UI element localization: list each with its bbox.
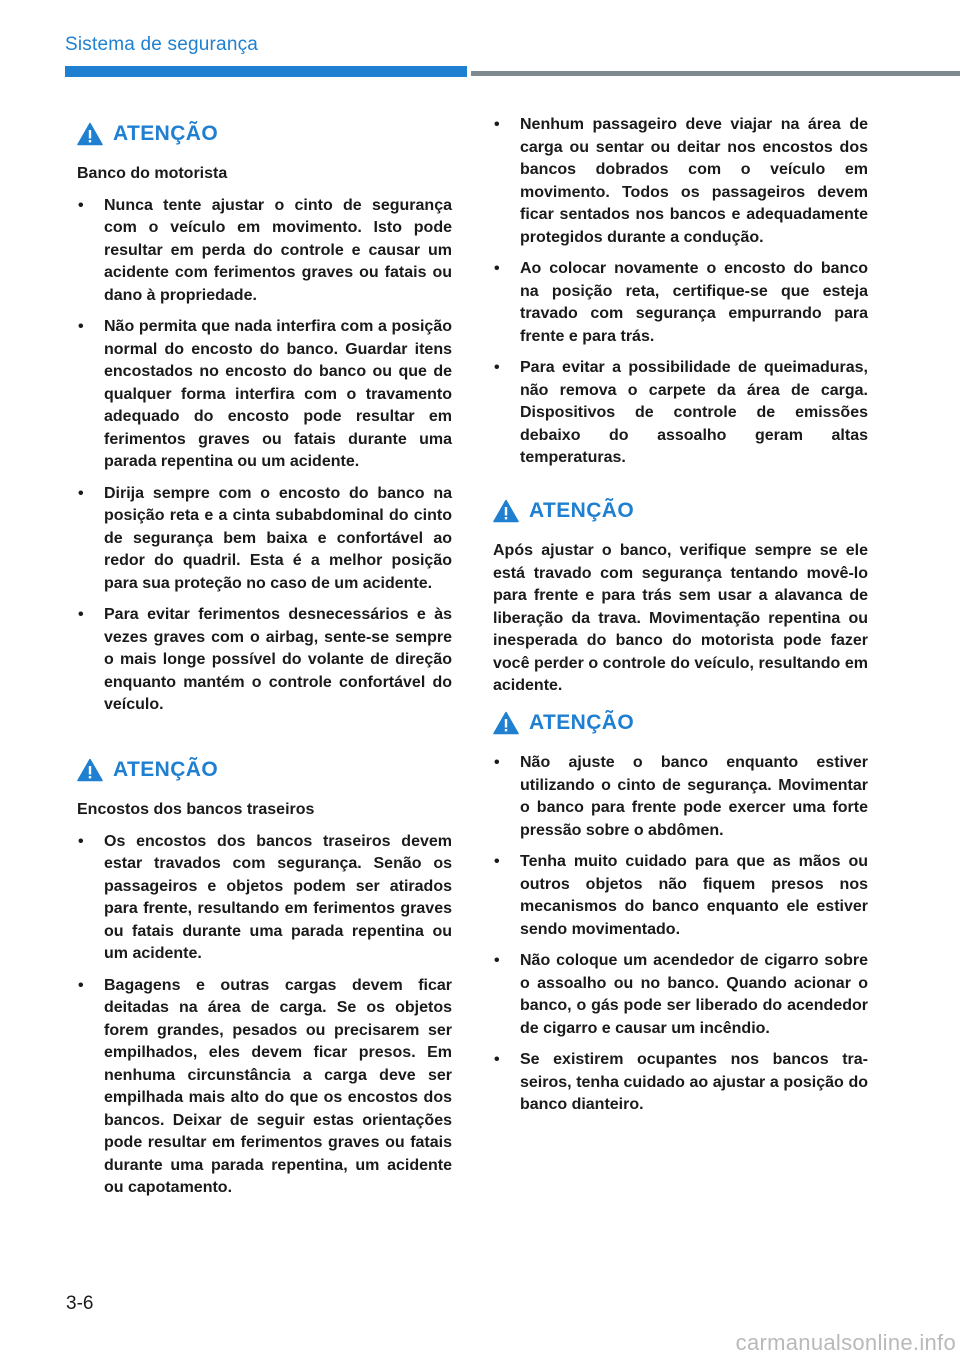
list-item: • Ao colocar novamente o encosto do banco na posição reta, certifique-se que esteja travado com segurança empurrando para frente e para trás.	[493, 258, 868, 348]
warning-header	[77, 117, 452, 151]
continued-list	[493, 105, 868, 470]
warning-body: Após ajustar o banco, verifique sempre se ele está travado com segurança tentando movê-lo para frente e para trás sem usar a alavanca de liberação da trava. Movimentação repentina ou inesperada do banco do motorista pode fazer você perder o controle do veículo, resultando em acidente.	[493, 542, 868, 694]
warning-triangle-icon	[493, 711, 519, 735]
warning-title: ATENÇÃO	[529, 499, 635, 522]
list-item: • Nunca tente ajustar o cinto de segurança com o veículo em movimento. Isto pode resultar em perda do controle e causar um acidente com ferimentos graves ou fatais ou dano à propriedade.	[77, 195, 452, 308]
warning-list	[493, 752, 868, 1117]
warning-header	[493, 706, 868, 740]
header-section-title: Sistema de segurança	[65, 34, 259, 55]
warning-header	[493, 494, 868, 528]
warning-title: ATENÇÃO	[113, 122, 219, 145]
warning-block-seat-adjust	[493, 706, 868, 1117]
warning-block-driver-seat	[77, 117, 452, 717]
page-number: 3-6	[66, 1293, 94, 1314]
warning-title: ATENÇÃO	[113, 758, 219, 781]
warning-list	[77, 195, 452, 717]
list-item: • Não permita que nada interfira com a posição normal do encosto do banco. Guardar itens encostados no encosto do banco ou que de qualquer forma interfira com o travamento adequado do encosto pode resultar em ferimentos graves ou fatais durante uma parada repentina ou um acidente.	[77, 316, 452, 474]
list-item: • Nenhum passageiro deve viajar na área de carga ou sentar ou deitar nos encostos dos bancos dobrados com o veículo em movimento. Todos os passageiros devem ficar sentados nos bancos e adequadamente protegidos durante a condução.	[493, 114, 868, 249]
list-item: • Tenha muito cuidado para que as mãos ou outros objetos não fiquem presos nos mecanismos do banco enquanto ele estiver sendo movimentado.	[493, 851, 868, 941]
list-item: • Dirija sempre com o encosto do banco na posição reta e a cinta subabdominal do cinto de segurança bem baixa e confortável ao redor do quadril. Esta é a melhor posição para sua proteção no caso de um acidente.	[77, 483, 452, 596]
warning-triangle-icon	[77, 122, 103, 146]
header-blue-bar	[65, 66, 467, 77]
warning-block-rear-seatbacks	[77, 753, 452, 1200]
warning-header	[77, 753, 452, 787]
warning-subhead: Banco do motorista	[77, 165, 228, 182]
list-item: • Se existirem ocupantes nos bancos traseiros, tenha cuidado ao ajustar a posição do banco dianteiro.	[493, 1049, 868, 1117]
watermark: carmanualsonline.info	[735, 1330, 956, 1355]
warning-list	[77, 831, 452, 1200]
header-gray-bar	[471, 71, 960, 76]
list-item: • Para evitar a possibilidade de queimaduras, não remova o carpete da área de carga. Dispositivos de controle de emissões debaixo do assoalho geram altas temperaturas.	[493, 357, 868, 470]
warning-triangle-icon	[493, 499, 519, 523]
list-item: • Os encostos dos bancos traseiros devem estar travados com segurança. Senão os passageiros e objetos podem ser atirados para frente, resultando em ferimentos graves ou fatais durante uma parada repentina ou um acidente.	[77, 831, 452, 966]
list-item: • Não coloque um acendedor de cigarro sobre o assoalho ou no banco. Quando acionar o banco, o gás pode ser liberado do acendedor de cigarro e causar um incêndio.	[493, 950, 868, 1040]
warning-title: ATENÇÃO	[529, 711, 635, 734]
list-item: • Não ajuste o banco enquanto estiver utilizando o cinto de segurança. Movimentar o banco para frente pode exercer uma forte pressão sobre o abdômen.	[493, 752, 868, 842]
warning-block-seat-locked	[493, 494, 868, 698]
list-item: • Bagagens e outras cargas devem ficar deitadas na área de carga. Se os objetos forem grandes, pesados ou precisarem ser empilhados, eles devem ficar presos. Em nenhuma circunstância a carga deve ser empilhada mais alto do que os encostos dos bancos. Deixar de seguir estas orientações pode resultar em ferimentos graves ou fatais durante uma parada repentina, um acidente ou capotamento.	[77, 975, 452, 1200]
list-item: • Para evitar ferimentos desnecessários e às vezes graves com o airbag, sente-se sempre o mais longe possível do volante de direção enquanto mantém o controle confortável do veículo.	[77, 604, 452, 717]
warning-triangle-icon	[77, 758, 103, 782]
warning-subhead: Encostos dos bancos traseiros	[77, 801, 315, 818]
